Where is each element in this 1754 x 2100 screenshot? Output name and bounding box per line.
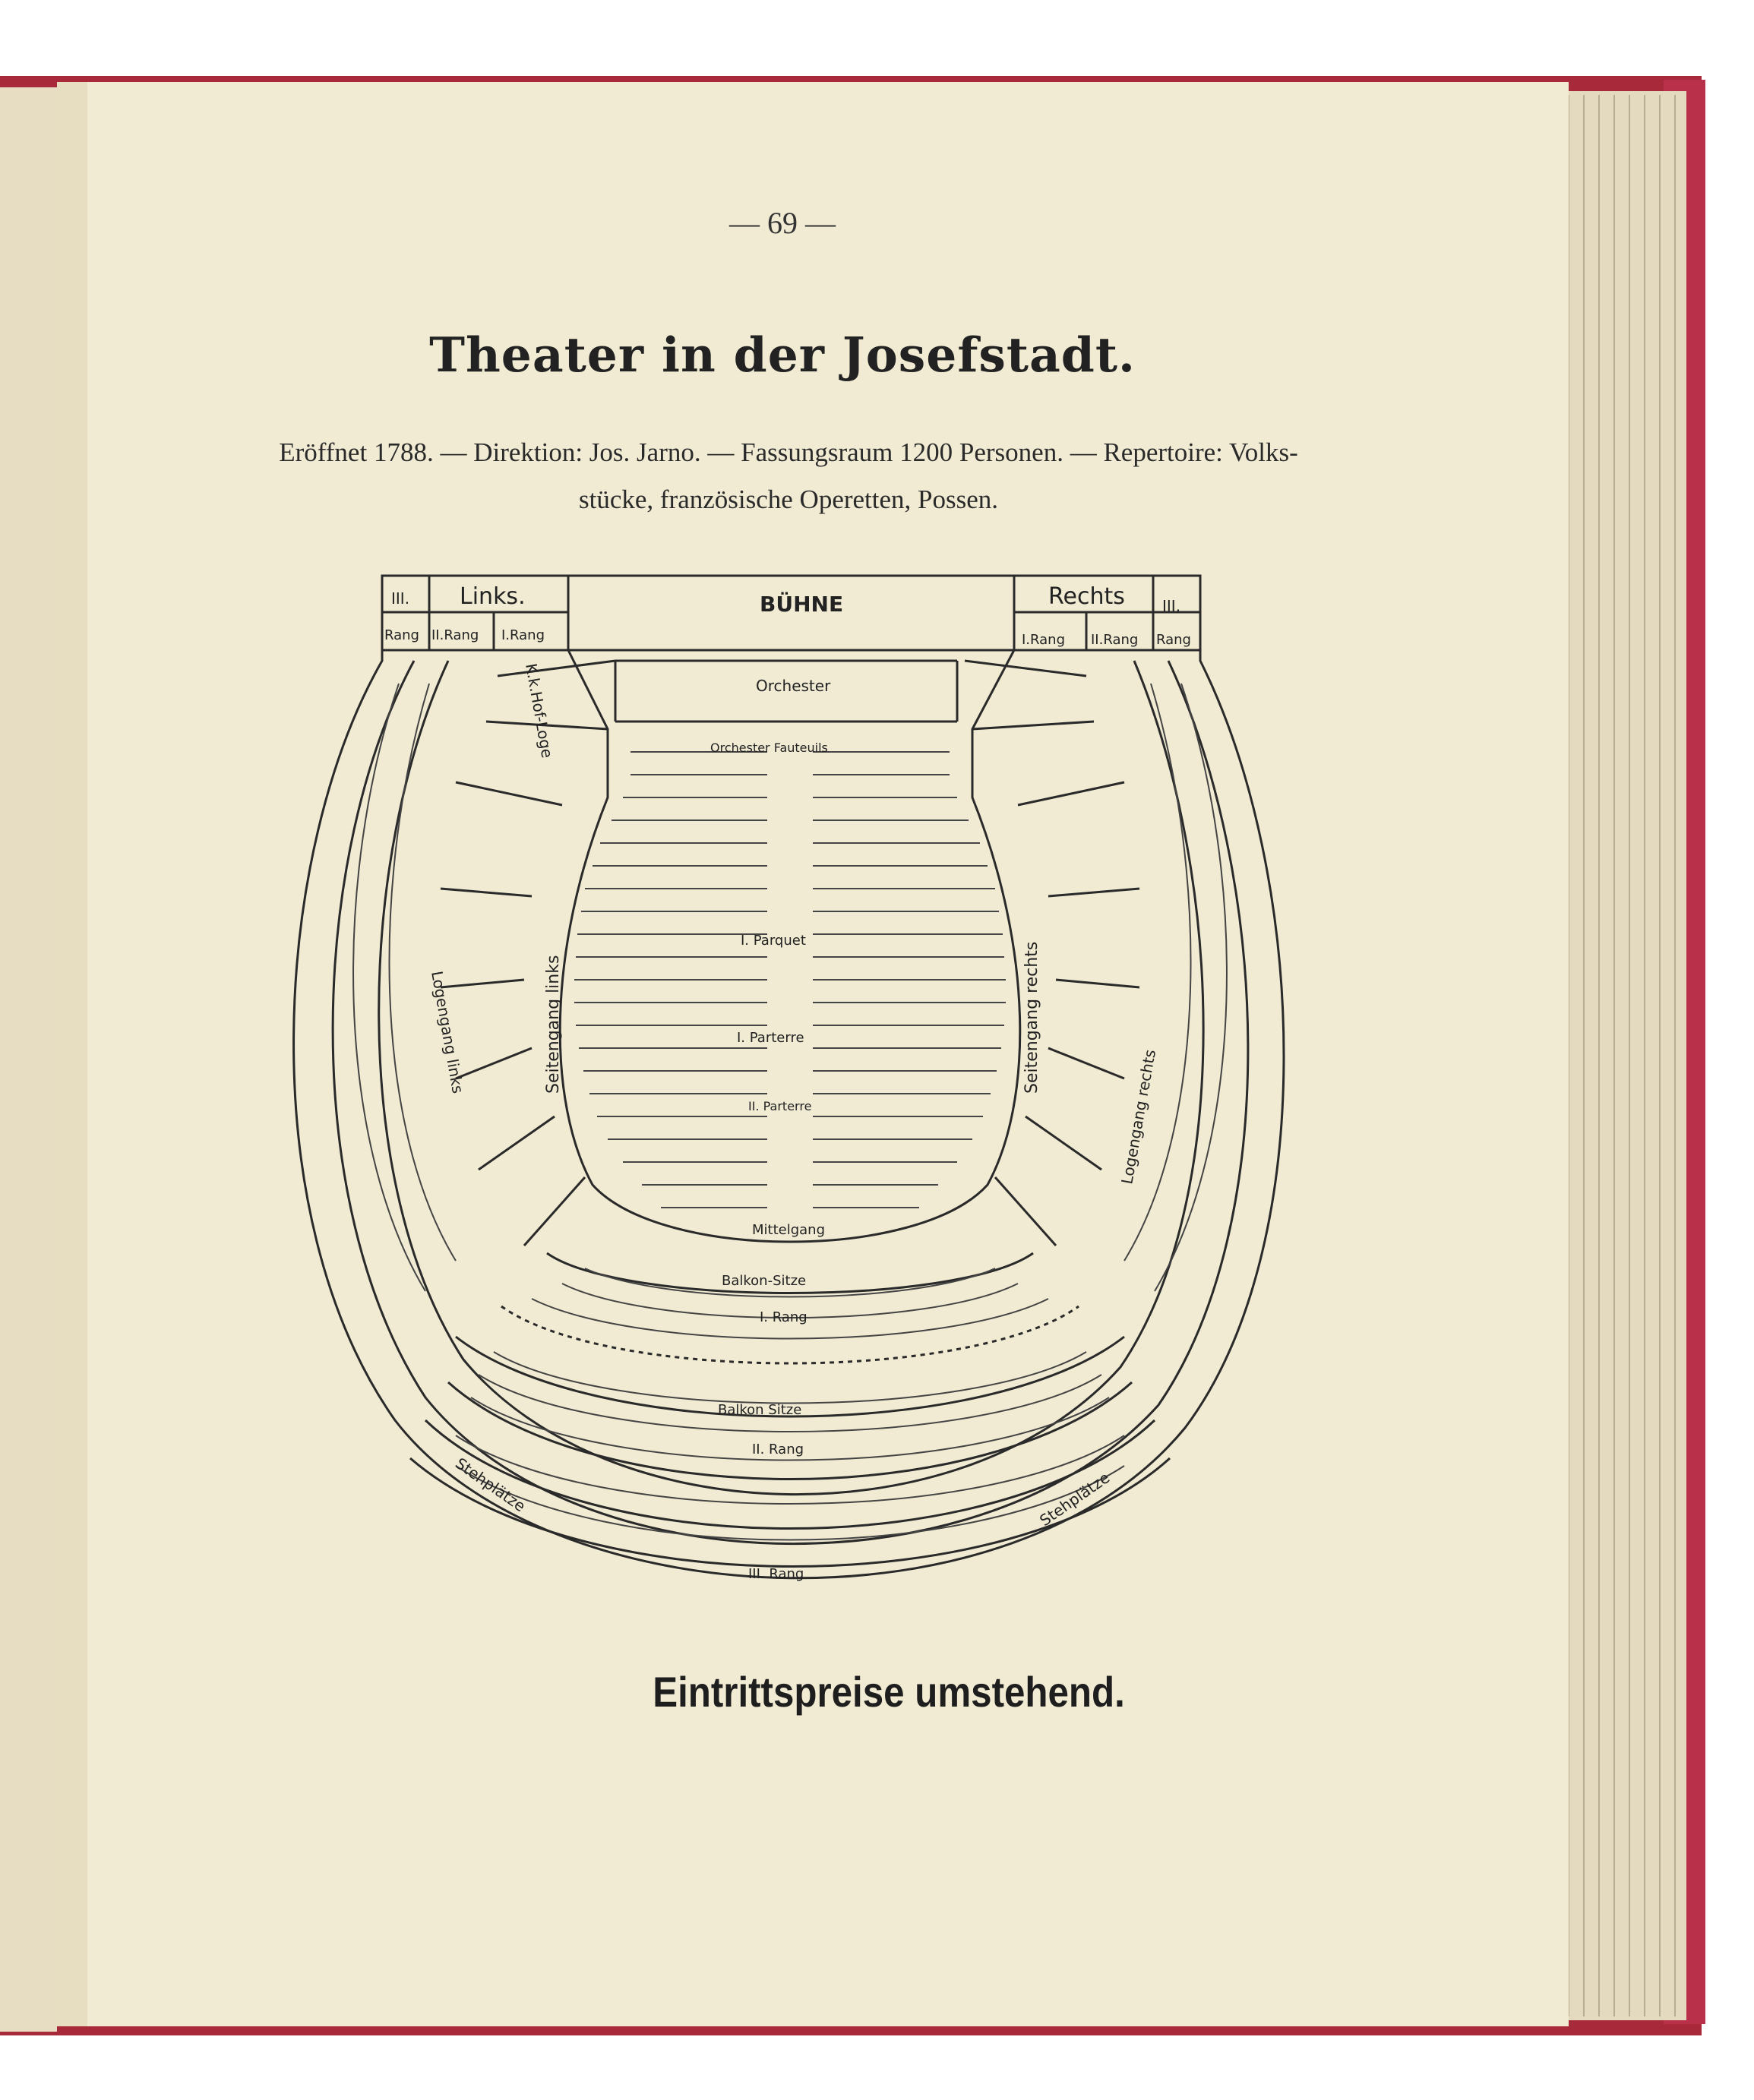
seitengang-rechts-label: Seitengang rechts <box>1022 941 1041 1094</box>
left-header-label: Links. <box>460 583 526 610</box>
i-rang-right-label: I.Rang <box>1022 632 1066 648</box>
ii-rang-right-label: II.Rang <box>1091 632 1139 648</box>
page-number: — 69 — <box>729 206 836 240</box>
page-title: Theater in der Josefstadt. <box>429 327 1136 383</box>
intro-line-2: stücke, französische Operetten, Possen. <box>578 485 999 514</box>
stage-label: BÜHNE <box>760 592 844 617</box>
parterre-label: I. Parterre <box>737 1030 804 1046</box>
right-header-label: Rechts <box>1048 583 1125 610</box>
parterre2-label: II. Parterre <box>748 1099 812 1113</box>
intro-paragraph <box>188 429 1389 523</box>
balkon-sitze-2-label: Balkon Sitze <box>718 1402 802 1418</box>
footer-note: Eintrittspreise umstehend. <box>653 1668 1125 1716</box>
rang-iii-right-label: III. <box>1162 597 1181 615</box>
rang-left-label: Rang <box>384 627 419 643</box>
stehplaetze-right-label: Stehplätze <box>1036 1468 1114 1530</box>
orchestra-label: Orchester <box>756 677 831 695</box>
logengang-links-label: Logengang links <box>428 969 468 1095</box>
parquet-label: I. Parquet <box>741 933 806 949</box>
orchester-fauteuils-label: Orchester Fauteuils <box>710 741 828 755</box>
ii-rang-bottom-label: II. Rang <box>752 1442 804 1457</box>
rang-iii-left-label: III. <box>391 589 410 608</box>
seitengang-links-label: Seitengang links <box>544 955 563 1094</box>
intro-line-1: Eröffnet 1788. — Direktion: Jos. Jarno. — Fassungsraum 1200 Personen. — Repertoire: Volks- <box>279 437 1298 467</box>
ii-rang-left-label: II.Rang <box>431 627 479 643</box>
logengang-rechts-label: Logengang rechts <box>1117 1048 1160 1186</box>
rang-right-label: Rang <box>1156 632 1191 648</box>
hofloge-label: K.k.Hof-Loge <box>522 662 557 759</box>
balkon-sitze-label: Balkon-Sitze <box>722 1273 807 1289</box>
mittelgang-label: Mittelgang <box>752 1222 826 1238</box>
i-rang-left-label: I.Rang <box>501 627 545 643</box>
stehplaetze-left-label: Stehplätze <box>452 1454 529 1516</box>
i-rang-bottom-label: I. Rang <box>760 1309 807 1325</box>
iii-rang-bottom-label: III. Rang <box>748 1566 804 1582</box>
